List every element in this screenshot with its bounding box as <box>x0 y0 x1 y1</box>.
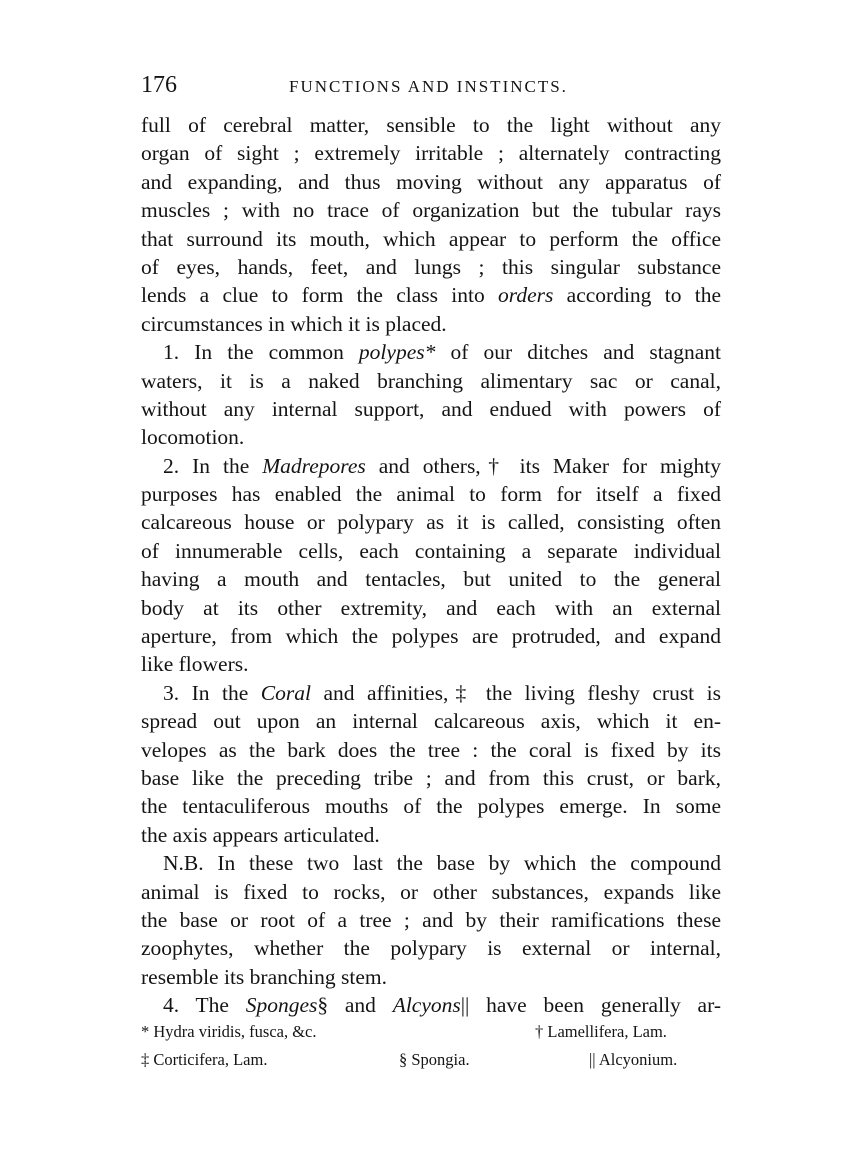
text-run: resemble its branching stem. <box>141 964 387 989</box>
text-line <box>141 707 721 735</box>
text-run: of innumerable cells, each containing a separate individual <box>141 538 721 563</box>
italic-term: Coral <box>260 680 311 705</box>
text-run: N.B. In these two last the base by which the compound <box>163 851 721 876</box>
text-line <box>141 821 721 849</box>
text-run: and affinities,‡ the living fleshy crust is <box>310 680 721 705</box>
text-run: and others,† its Maker for mighty <box>365 453 721 478</box>
text-run: like flowers. <box>141 652 249 677</box>
text-run: purposes has enabled the animal to form for itself a fixed <box>141 482 721 507</box>
text-line <box>141 878 721 906</box>
footnote-alcyonium: || Alcyonium. <box>589 1050 678 1069</box>
text-line <box>141 253 721 281</box>
text-line <box>141 310 721 338</box>
text-run: calcareous house or polypary as it is called, consisting often <box>141 510 721 535</box>
text-run: || have been generally ar- <box>460 993 721 1018</box>
footnote-hydra: * Hydra viridis, fusca, &c. <box>141 1022 317 1041</box>
text-line <box>141 480 721 508</box>
text-run: 4. The <box>163 993 246 1018</box>
text-run: locomotion. <box>141 425 245 450</box>
text-line <box>141 367 721 395</box>
footnotes <box>141 1018 721 1074</box>
text-line <box>141 111 721 139</box>
footnote-row <box>141 1018 721 1046</box>
text-line <box>141 792 721 820</box>
text-run: of our ditches and stagnant <box>435 340 721 365</box>
text-run: aperture, from which the polypes are protruded, and expand <box>141 624 721 649</box>
text-run: waters, it is a naked branching alimentary sac or canal, <box>141 368 721 393</box>
text-run: the tentaculiferous mouths of the polypes emerge. In some <box>141 794 721 819</box>
text-run: full of cerebral matter, sensible to the light without any <box>141 113 721 137</box>
footnote-lamellifera: † Lamellifera, Lam. <box>535 1022 667 1041</box>
italic-term: polypes* <box>358 340 436 365</box>
italic-term: Sponges <box>245 993 318 1018</box>
text-line <box>141 168 721 196</box>
text-run: spread out upon an internal calcareous axis, which it en- <box>141 709 721 734</box>
italic-term: Madrepores <box>262 453 366 478</box>
text-run: lends a clue to form the class into <box>141 283 499 308</box>
text-run: body at its other extremity, and each with an external <box>141 595 721 620</box>
italic-term: Alcyons <box>392 993 461 1018</box>
text-line <box>141 906 721 934</box>
text-line <box>141 594 721 622</box>
text-line <box>141 679 721 707</box>
text-line <box>141 764 721 792</box>
text-run: 2. In the <box>163 453 263 478</box>
footnote-row <box>141 1046 721 1074</box>
text-line <box>141 934 721 962</box>
text-line <box>141 849 721 877</box>
text-line <box>141 622 721 650</box>
text-run: the base or root of a tree ; and by their ramifications these <box>141 907 721 932</box>
text-line <box>141 452 721 480</box>
text-line <box>141 736 721 764</box>
text-line <box>141 281 721 309</box>
text-line <box>141 395 721 423</box>
text-line <box>141 963 721 991</box>
text-run: organ of sight ; extremely irritable ; alternately contracting <box>141 141 721 166</box>
text-line <box>141 537 721 565</box>
text-run: of eyes, hands, feet, and lungs ; this singular substance <box>141 254 721 279</box>
text-line <box>141 650 721 678</box>
footnote-spongia: § Spongia. <box>399 1050 470 1069</box>
text-run: the axis appears articulated. <box>141 822 380 847</box>
text-run: circumstances in which it is placed. <box>141 311 447 336</box>
text-run: without any internal support, and endued with powers of <box>141 396 721 421</box>
text-line <box>141 338 721 366</box>
text-line <box>141 196 721 224</box>
text-line <box>141 565 721 593</box>
text-line <box>141 225 721 253</box>
page-number: 176 <box>141 72 177 98</box>
text-run: 1. In the common <box>163 340 359 365</box>
text-run: 3. In the <box>163 680 261 705</box>
running-head: FUNCTIONS AND INSTINCTS. <box>289 77 568 96</box>
body-text <box>141 111 721 1020</box>
text-run: that surround its mouth, which appear to perform the office <box>141 226 721 251</box>
footnote-corticifera: ‡ Corticifera, Lam. <box>141 1050 268 1069</box>
italic-term: orders <box>498 283 554 308</box>
text-run: animal is fixed to rocks, or other substances, expands like <box>141 879 721 904</box>
text-run: § and <box>317 993 393 1018</box>
text-run: and expanding, and thus moving without any apparatus of <box>141 169 721 194</box>
text-run: velopes as the bark does the tree : the coral is fixed by its <box>141 737 721 762</box>
text-run: base like the preceding tribe ; and from this crust, or bark, <box>141 765 721 790</box>
text-line <box>141 991 721 1019</box>
text-run: according to the <box>553 283 721 308</box>
text-line <box>141 423 721 451</box>
text-run: having a mouth and tentacles, but united to the general <box>141 567 721 592</box>
text-run: zoophytes, whether the polypary is external or internal, <box>141 936 721 961</box>
text-line <box>141 139 721 167</box>
page-header <box>141 72 721 102</box>
text-line <box>141 508 721 536</box>
text-run: muscles ; with no trace of organization but the tubular rays <box>141 198 721 223</box>
